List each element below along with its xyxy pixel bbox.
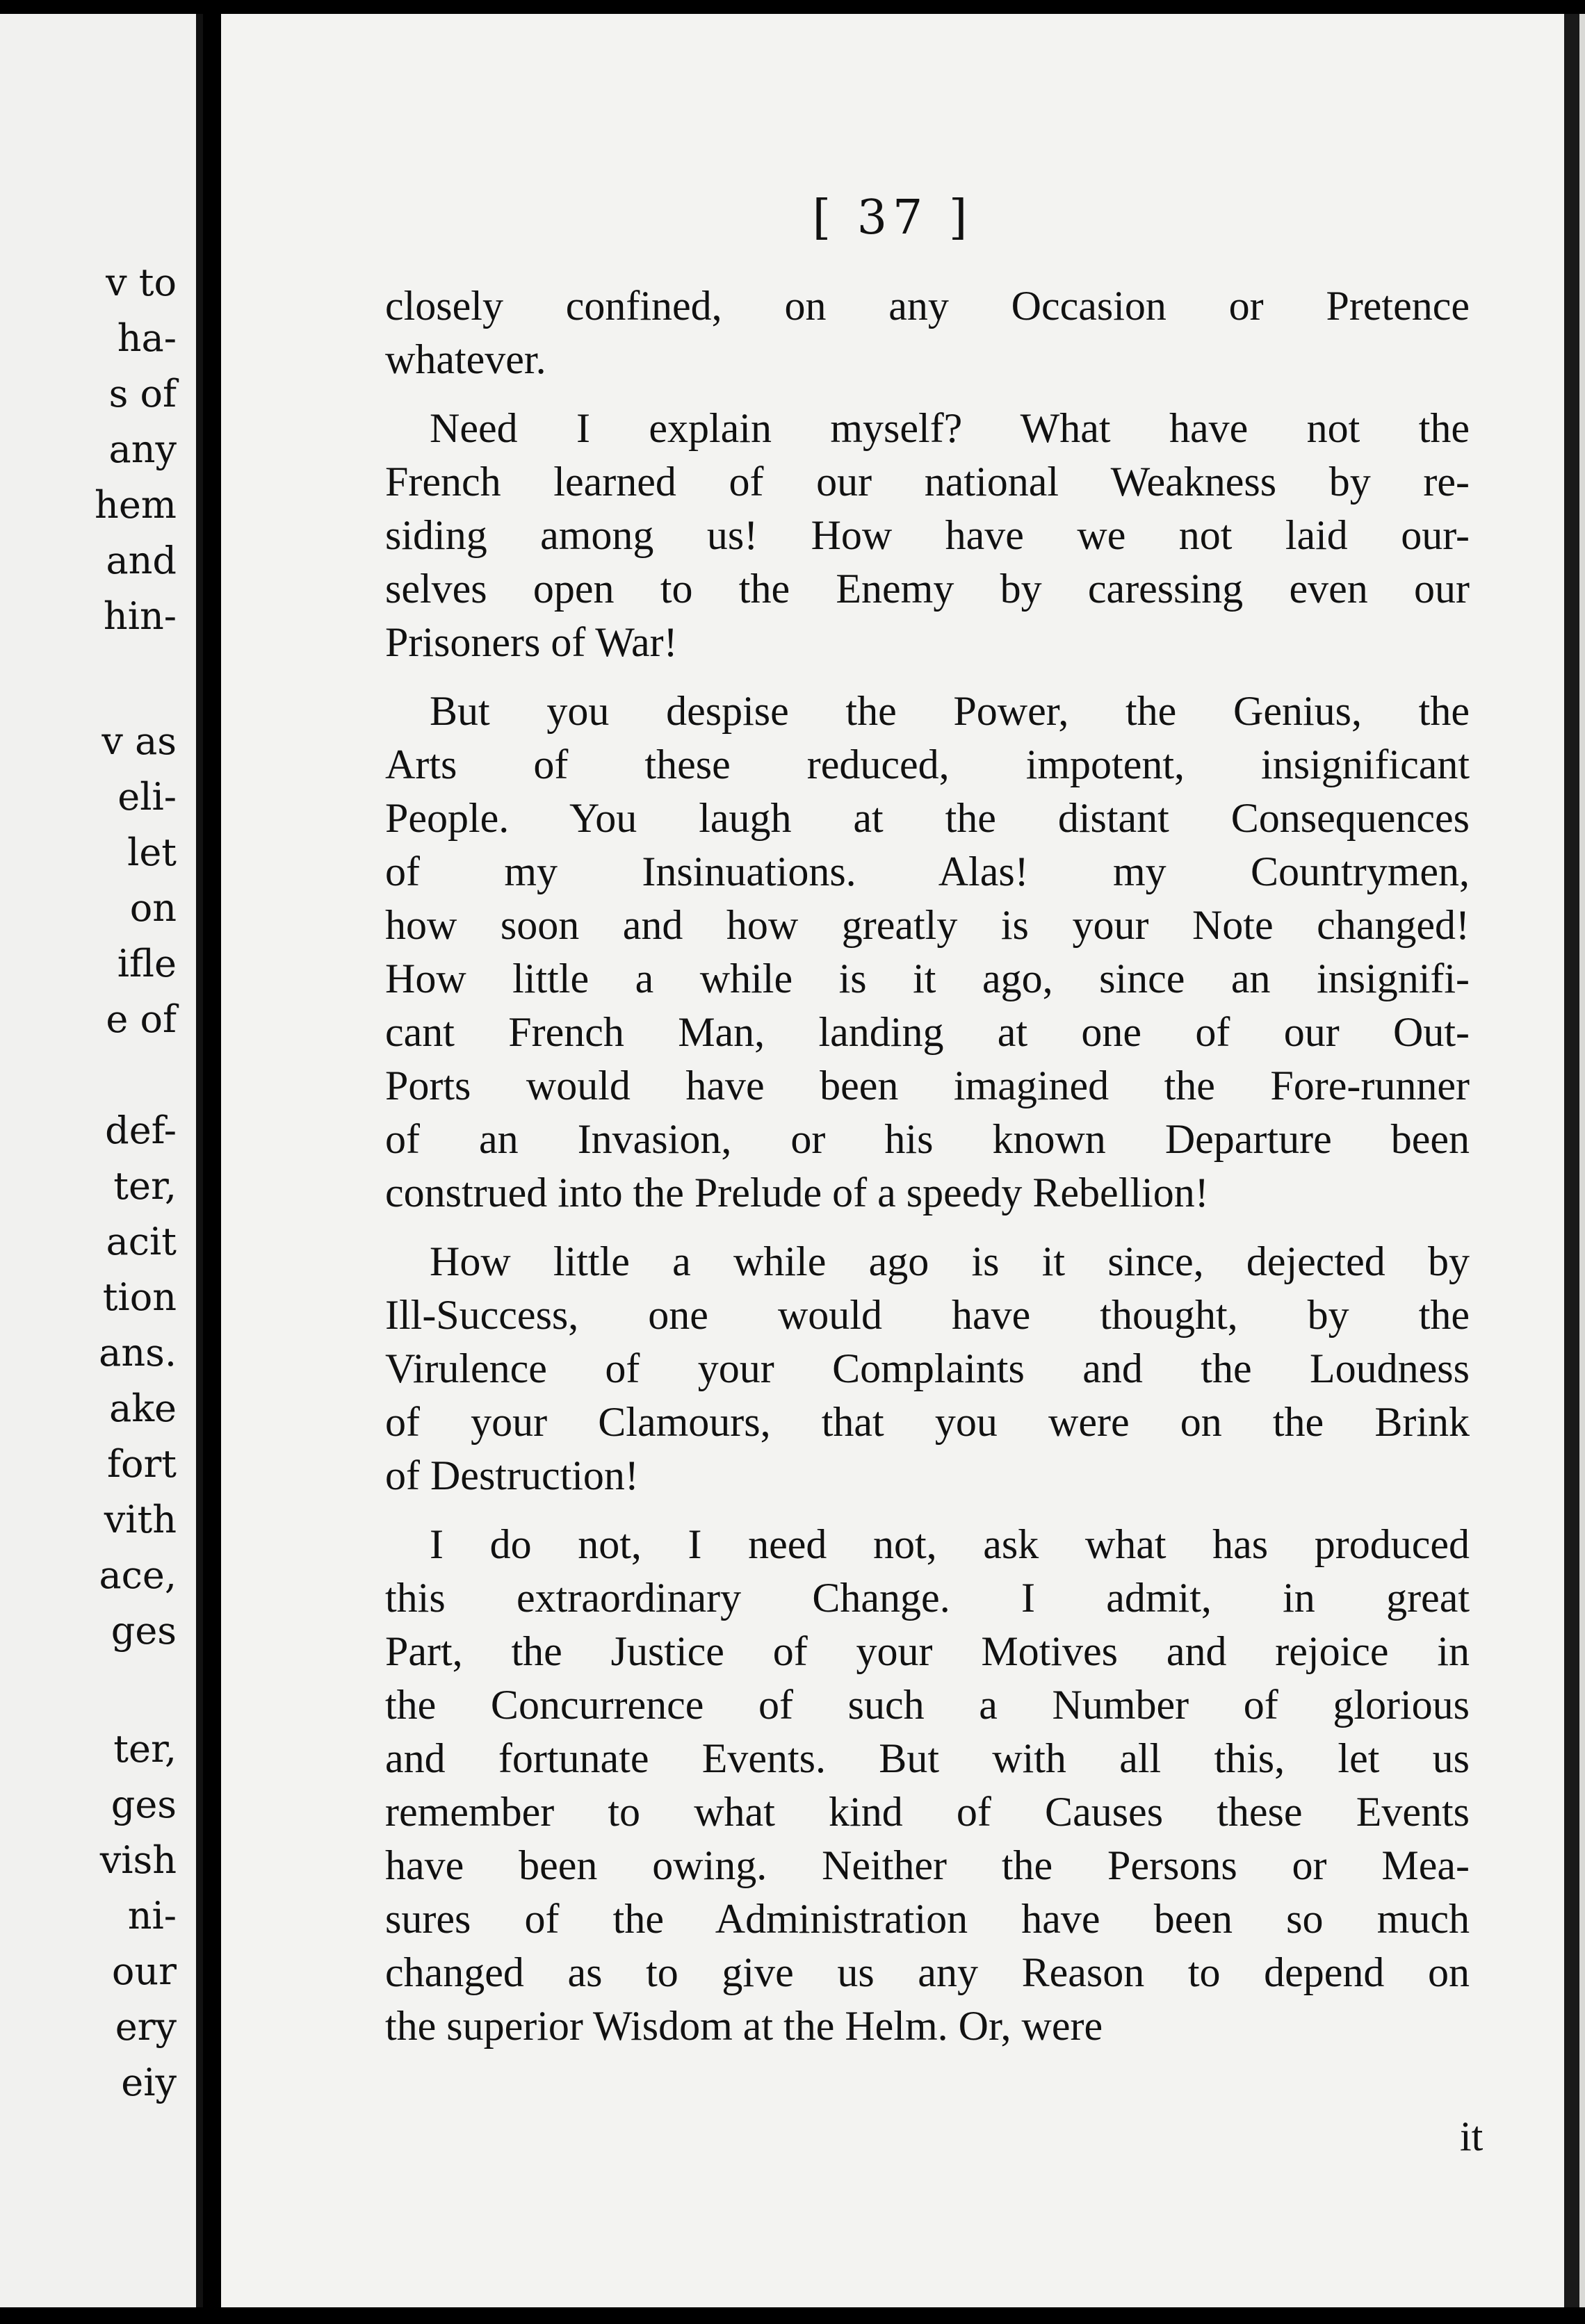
catchword: it [1460, 2113, 1484, 2159]
text-line: have been owing. Neither the Persons or Mea- [385, 1842, 1470, 1888]
paragraph [385, 685, 1470, 1220]
left-page-edge [0, 14, 203, 2307]
left-page-fragment: let [127, 830, 177, 874]
paragraph [385, 402, 1470, 669]
left-page-fragment: eiy [121, 2061, 177, 2104]
text-line: the Concurrence of such a Number of glorious [385, 1682, 1470, 1728]
text-line: But you despise the Power, the Genius, the [430, 688, 1470, 734]
left-page-fragment: ace, [99, 1553, 177, 1597]
text-line: cant French Man, landing at one of our Out- [385, 1009, 1470, 1055]
body-text [385, 279, 1470, 2053]
text-line: of my Insinuations. Alas! my Countrymen, [385, 849, 1470, 894]
text-line: selves open to the Enemy by caressing even our [385, 566, 1470, 612]
left-page-fragment: e of [106, 997, 177, 1041]
text-line: of an Invasion, or his known Departure been [385, 1116, 1470, 1162]
left-page-fragment: hem [95, 483, 177, 527]
left-page-fragment: hin- [103, 594, 177, 638]
text-line: Virulence of your Complaints and the Loudness [385, 1345, 1470, 1391]
text-line: People. You laugh at the distant Consequences [385, 795, 1470, 841]
left-page-fragment: ter, [113, 1727, 177, 1771]
text-line: Ports would have been imagined the Fore-runner [385, 1063, 1470, 1108]
text-line: construed into the Prelude of a speedy Rebellion! [385, 1170, 1209, 1216]
left-page-fragment: s of [108, 372, 177, 416]
left-page-fragment: v as [101, 719, 177, 763]
text-line: of your Clamours, that you were on the Brink [385, 1399, 1470, 1445]
text-line: Need I explain myself? What have not the [430, 405, 1470, 451]
text-line: this extraordinary Change. I admit, in great [385, 1575, 1470, 1621]
text-line: of Destruction! [385, 1452, 639, 1498]
left-page-fragment: ans. [99, 1331, 177, 1375]
text-line: French learned of our national Weakness by re- [385, 459, 1470, 505]
left-page-fragment: fort [106, 1442, 177, 1486]
text-line: remember to what kind of Causes these Events [385, 1789, 1470, 1835]
text-line: the superior Wisdom at the Helm. Or, were [385, 2003, 1103, 2049]
left-page-fragment: ifle [117, 942, 177, 985]
book-gutter [203, 0, 221, 2324]
text-line: how soon and how greatly is your Note changed! [385, 902, 1470, 948]
left-page-fragment: acit [106, 1220, 177, 1263]
text-line: Part, the Justice of your Motives and rejoice in [385, 1628, 1470, 1674]
left-page-fragment: ges [111, 1783, 177, 1826]
left-page-fragment: and [106, 539, 177, 582]
text-line: Ill-Success, one would have thought, by the [385, 1292, 1470, 1338]
paragraph [385, 1235, 1470, 1503]
left-page-fragment: our [111, 1949, 177, 1993]
text-line: Arts of these reduced, impotent, insignificant [385, 742, 1470, 787]
paragraph [385, 1518, 1470, 2053]
left-page-fragment: eli- [117, 775, 177, 819]
left-page-fragment: ges [111, 1609, 177, 1653]
left-page-fragment: vith [104, 1498, 177, 1541]
left-page-fragment: vish [99, 1838, 177, 1882]
text-line: How little a while is it ago, since an insignifi- [385, 956, 1470, 1001]
left-page-fragment: on [129, 886, 177, 930]
text-line: and fortunate Events. But with all this, let us [385, 1735, 1470, 1781]
left-page-fragment: ha- [117, 316, 177, 360]
left-page-fragment: ake [109, 1386, 177, 1430]
left-page-fragment: tion [102, 1275, 177, 1319]
text-line: changed as to give us any Reason to depend on [385, 1949, 1470, 1995]
left-page-fragment: ery [115, 2005, 177, 2049]
text-line: sures of the Administration have been so much [385, 1896, 1470, 1942]
left-page-fragment: v to [106, 261, 177, 304]
paragraph [385, 279, 1470, 386]
left-page-fragment: ter, [113, 1164, 177, 1208]
text-line: siding among us! How have we not laid our- [385, 512, 1470, 558]
left-page-fragment: any [108, 427, 177, 471]
left-page-fragment: ni- [127, 1894, 177, 1938]
text-line: whatever. [385, 336, 546, 382]
text-line: Prisoners of War! [385, 619, 678, 665]
right-page [221, 14, 1579, 2307]
text-line: I do not, I need not, ask what has produced [430, 1521, 1470, 1567]
text-line: How little a while ago is it since, dejected by [430, 1238, 1470, 1284]
text-line: closely confined, on any Occasion or Pretence [385, 283, 1470, 329]
page-header: [ 37 ] [812, 190, 973, 245]
left-page-fragment: def- [105, 1108, 177, 1152]
